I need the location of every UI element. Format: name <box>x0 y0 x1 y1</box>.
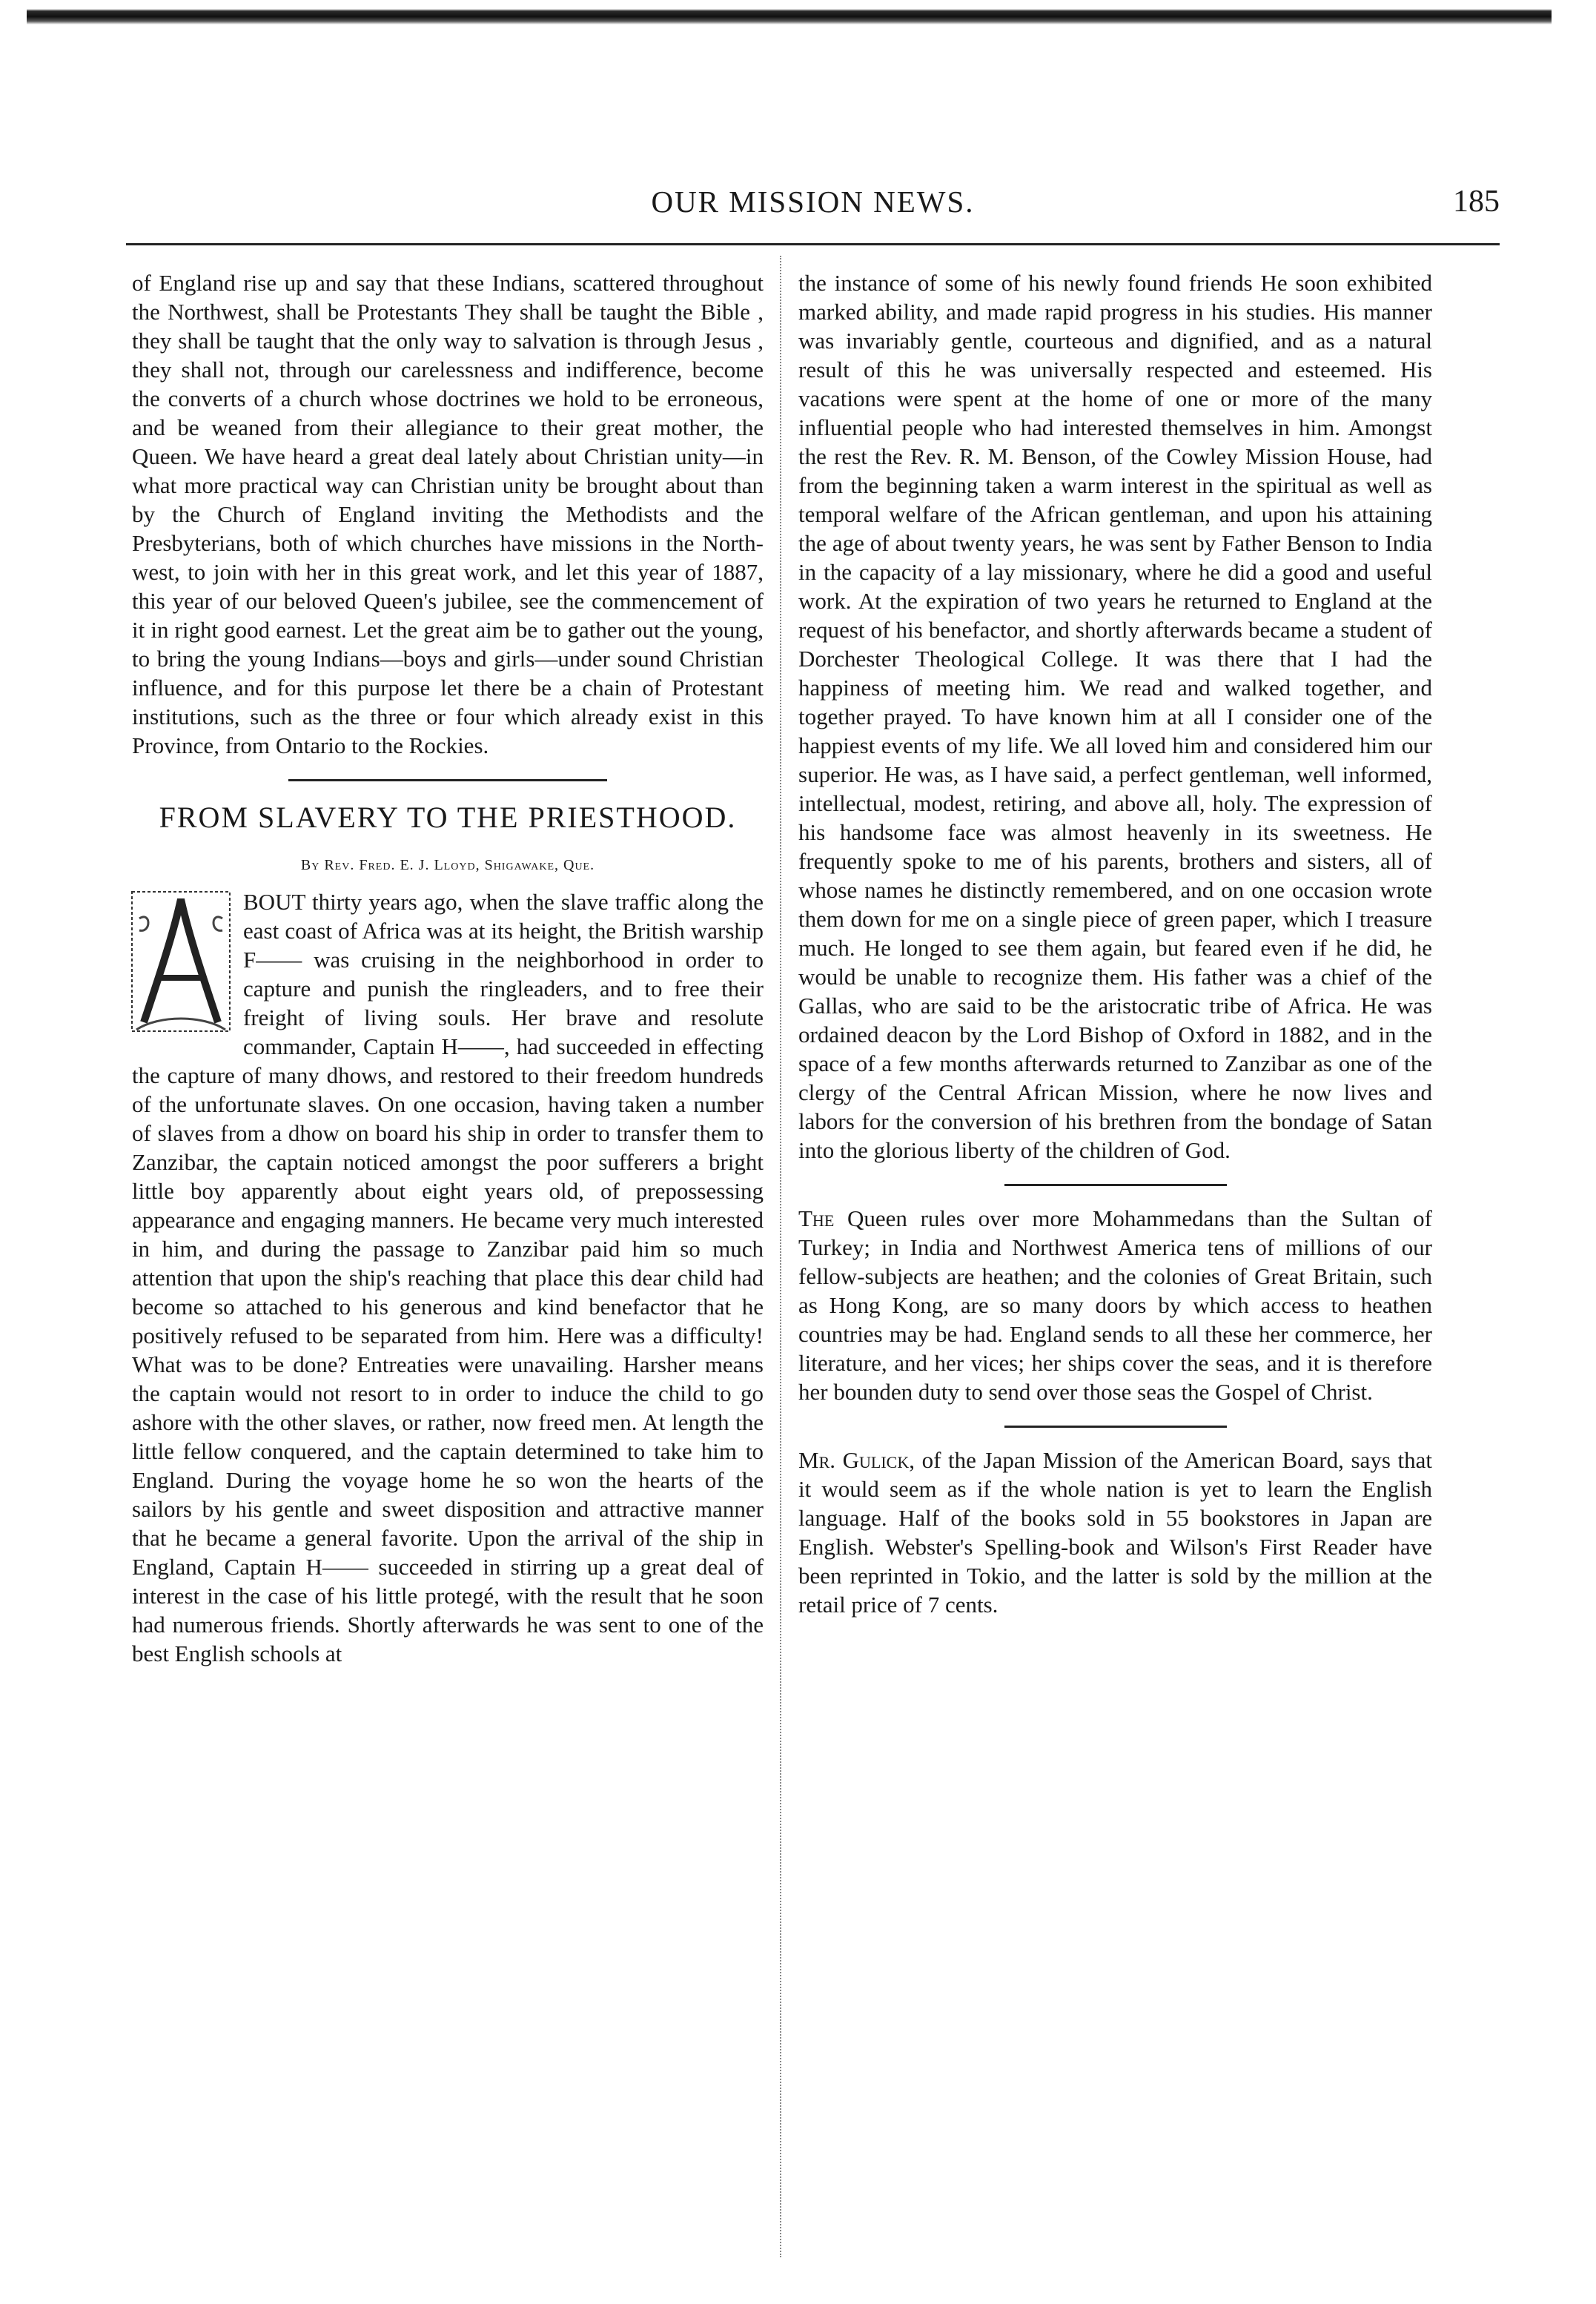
section-rule <box>288 779 607 781</box>
page-top-edge <box>27 4 1552 27</box>
article-continued: the instance of some of his newly found friends He soon exhibited marked ability, and made rapid progress in his studies. His manner was invariably gentle, courteous and dignified, and as a natural result of this he was universally respected and esteemed. His vacations were spent at the home of one or more of the many influential people who had interested themselves in him. Amongst the rest the Rev. R. M. Benson, of the Cowley Mission House, had from the beginning taken a warm interest in the spiritual as well as temporal welfare of the African gentleman, and upon his attaining the age of about twenty years, he was sent by Father Benson to India in the capacity of a lay missionary, where he did a good and useful work. At the expiration of two years he returned to England at the request of his benefactor, and shortly afterwards became a student of Dorchester Theological College. It was there that I had the happiness of meeting him. We read and walked together, and together prayed. To have known him at all I consider one of the happiest events of my life. We all loved him and considered him our superior. He was, as I have said, a perfect gentleman, well informed, intellectual, modest, retiring, and above all, holy. The expression of his handsome face was almost heavenly in its sweetness. He frequently spoke to me of his parents, brothers and sisters, all of whose names he distinctly remembered, and on one occasion wrote them down for me on a single piece of green paper, which I treasure much. He longed to see them again, but feared even if he did, he would be unable to recognize them. His father was a chief of the Gallas, who are said to be the aristocratic tribe of Africa. He was ordained deacon by the Lord Bishop of Oxford in 1882, and in the space of a few months afterwards returned to Zanzibar as one of the clergy of the Central African Mission, where he now lives and labors for the conversion of his brethren from the bondage of Satan into the glorious liberty of the children of God. <box>798 270 1432 1163</box>
dropcap-ornament-icon <box>129 889 233 1037</box>
note-gulick <box>798 1446 1432 1619</box>
right-column <box>798 268 1432 1619</box>
note-gulick-lead: Mr. Gulick, <box>798 1447 915 1473</box>
note-gulick-body: of the Japan Mission of the American Board, says that it would seem as if the whole nation is yet to learn the English language. Half of the books sold in 55 bookstores in Japan are English. Webster's Spelling-book and Wilson's First Reader have been reprinted in Tokio, and the latter is sold by the million at the retail price of 7 cents. <box>798 1447 1432 1618</box>
article-byline: By Rev. Fred. E. J. Lloyd, Shigawake, Que. <box>300 857 595 873</box>
running-header <box>126 176 1500 228</box>
running-title: OUR MISSION NEWS. <box>651 185 975 219</box>
note-queen <box>798 1204 1432 1406</box>
left-column <box>132 268 764 1668</box>
note-rule-2 <box>1004 1426 1227 1428</box>
note-rule-1 <box>1004 1184 1227 1186</box>
article-title: FROM SLAVERY TO THE PRIESTHOOD. <box>159 801 737 834</box>
article-body: BOUT thirty years ago, when the slave traffic along the east coast of Africa was at its height, the British warship F—— was cruising in the neighborhood in order to capture and punish the ringleaders, and to free their freight of living souls. Her brave and resolute commander, Captain H——, had succeeded in effecting the capture of many dhows, and restored to their freedom hundreds of the unfortunate slaves. On one occasion, having taken a number of slaves from a dhow on board his ship in order to transfer them to Zanzibar, the captain noticed amongst the poor sufferers a bright little boy apparently about eight years old, of prepossessing appearance and engaging manners. He became very much interested in him, and during the passage to Zanzibar paid him so much attention that upon the ship's reaching that place this dear child had become so attached to his generous and kind benefactor that he positively refused to be separated from him. Here was a difficulty! What was to be done? Entreaties were unavailing. Harsher means the captain would not resort to in order to induce the child to go ashore with the other slaves, or rather, now freed men. At length the little fellow conquered, and the captain determined to take him to England. During the voyage home he so won the hearts of the sailors by his gentle and sweet disposition and attractive manner that he became a general favorite. Upon the arrival of the ship in England, Captain H—— succeeded in stirring up a great deal of interest in the case of his little protegé, with the result that he soon had numerous friends. Shortly afterwards he was sent to one of the best English schools at <box>132 889 764 1666</box>
page-number: 185 <box>1453 185 1500 219</box>
header-rule <box>126 243 1500 245</box>
note-queen-lead: The <box>798 1205 835 1231</box>
ornamental-dropcap <box>129 889 233 1037</box>
continued-paragraph: of England rise up and say that these Indians, scattered throughout the Northwest, shall be Protestants They shall be taught the Bible , they shall be taught that the only way to salvation is through Jesus , they shall not, through our carelessness and indifference, become the converts of a church whose doctrines we hold to be erroneous, and be weaned from their allegiance to their great mother, the Queen. We have heard a great deal lately about Christian unity—in what more practical way can Christian unity be brought about than by the Church of England inviting the Methodists and the Presbyterians, both of which churches have missions in the North-west, to join with her in this great work, and let this year of 1887, this year of our beloved Queen's jubilee, see the commencement of it in right good earnest. Let the great aim be to gather out the young, to bring the young Indians—boys and girls—under sound Christian influence, and for this purpose let there be a chain of Protestant institutions, such as the three or four which already exist in this Province, from Ontario to the Rockies. <box>132 270 764 758</box>
column-divider <box>780 256 781 2257</box>
note-queen-body: Queen rules over more Mohammedans than the Sultan of Turkey; in India and Northwest America tens of millions of our fellow-subjects are heathen; and the colonies of Great Britain, such as Hong Kong, are so many doors by which access to heathen countries may be had. England sends to all these her commerce, her literature, and her vices; her ships cover the seas, and it is therefore her bounden duty to send over those seas the Gospel of Christ. <box>798 1205 1433 1405</box>
